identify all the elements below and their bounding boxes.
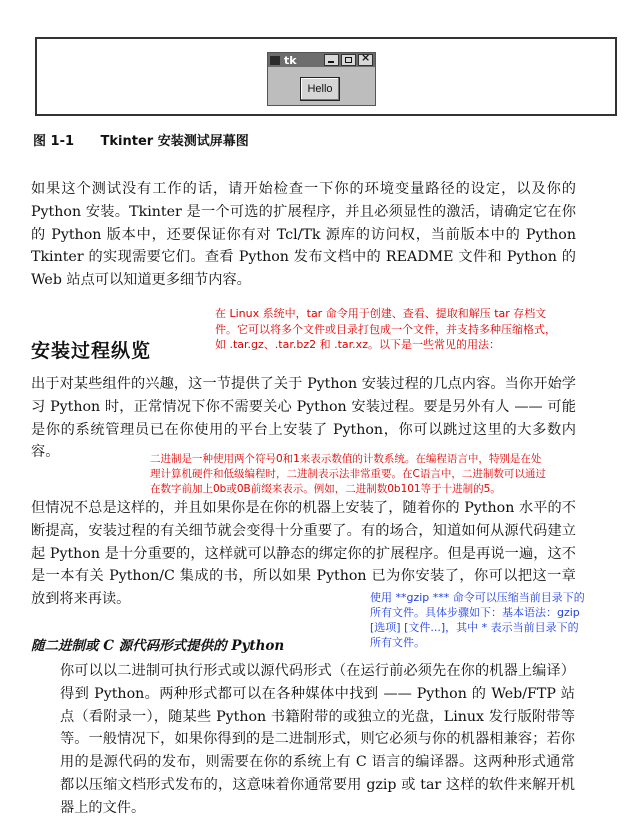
- caption-text: Tkinter 安装测试屏幕图: [100, 134, 249, 149]
- figure-caption: [33, 130, 249, 149]
- figure-frame: [35, 37, 617, 116]
- tk-window: [267, 52, 376, 106]
- maximize-icon[interactable]: [341, 54, 356, 66]
- minimize-icon[interactable]: [324, 54, 339, 66]
- tk-app-icon: [270, 56, 280, 65]
- subsection-title: 随二进制或 C 源代码形式提供的 Python: [31, 638, 285, 654]
- paragraph-env-check: 如果这个测试没有工作的话，请开始检查一下你的环境变量路径的设定，以及你的 Python 安装。Tkinter 是一个可选的扩展程序，并且必须显性的激活，请确定它在你的 Python 版本中，还要保证你有对 Tcl/Tk 源库的访问权，当前版本中的 Python Tkinter 的实现需要它们。查看 Python 发布文档中的 README 文件和 Python 的 Web 站点可以知道更多细节内容。: [31, 181, 576, 289]
- hello-button[interactable]: Hello: [300, 77, 340, 101]
- annotation-binary: 二进制是一种使用两个符号0和1来表示数值的计数系统。在编程语言中，特别是在处理计算机硬件和低级编程时，二进制表示法非常重要。在C语言中，二进制数可以通过在数字前加上0b或0B前缀来表示。例如，二进制数0b101等于十进制的5。: [150, 453, 546, 495]
- caption-number: 图 1-1: [33, 134, 75, 149]
- tk-window-title: tk: [284, 53, 297, 67]
- paragraph-install-overview: 出于对某些组件的兴趣，这一节提供了关于 Python 安装过程的几点内容。当你开始学习 Python 时，正常情况下你不需要关心 Python 安装过程。要是另外有人 —— 可能是你的系统管理员已在你使用的平台上安装了 Python，你可以跳过这里的大多数内容。: [31, 376, 576, 461]
- tk-titlebar[interactable]: [268, 53, 375, 67]
- annotation-tar: 在 Linux 系统中，tar 命令用于创建、查看、提取和解压 tar 存档文件。它可以将多个文件或目录打包成一个文件，并支持多种压缩格式，如 .tar.gz、.tar.bz2 和 .tar.xz。以下是一些常见的用法：: [215, 307, 556, 351]
- paragraph-source-build: 但情况不总是这样的，并且如果你是在你的机器上安装了，随着你的 Python 水平的不断提高，安装过程的有关细节就会变得十分重要了。有的场合，知道如何从源代码建立起 Python 是十分重要的，这样就可以静态的绑定你的扩展程序。但是再说一遍，这不是一本有关 Python/C 集成的书，所以如果 Python 已为你安装了，你可以把这一章放到将来再读。: [31, 500, 576, 608]
- paragraph-binary-source: 你可以以二进制可执行形式或以源代码形式（在运行前必须先在你的机器上编译）得到 Python。两种形式都可以在各种媒体中找到 —— Python 的 Web/FTP 站点（看附录一），随某些 Python 书籍附带的或独立的光盘，Linux 发行版附带等等。一般情况下，如果你得到的是二进制形式，则它必须与你的机器相兼容；若你用的是源代码的发布，则需要在你的系统上有 C 语言的编译器。这两种形式通常都以压缩文档形式发布的，这意味着你通常要用 gzip 或 tar 这样的软件来解开机器上的文件。: [60, 663, 575, 816]
- close-icon[interactable]: [358, 54, 373, 66]
- annotation-gzip: 使用 **gzip *** 命令可以压缩当前目录下的所有文件。具体步骤如下：基本语法：gzip [选项] [文件...]，其中 * 表示当前目录下的所有文件。: [370, 591, 585, 649]
- section-title: 安装过程纵览: [31, 340, 152, 362]
